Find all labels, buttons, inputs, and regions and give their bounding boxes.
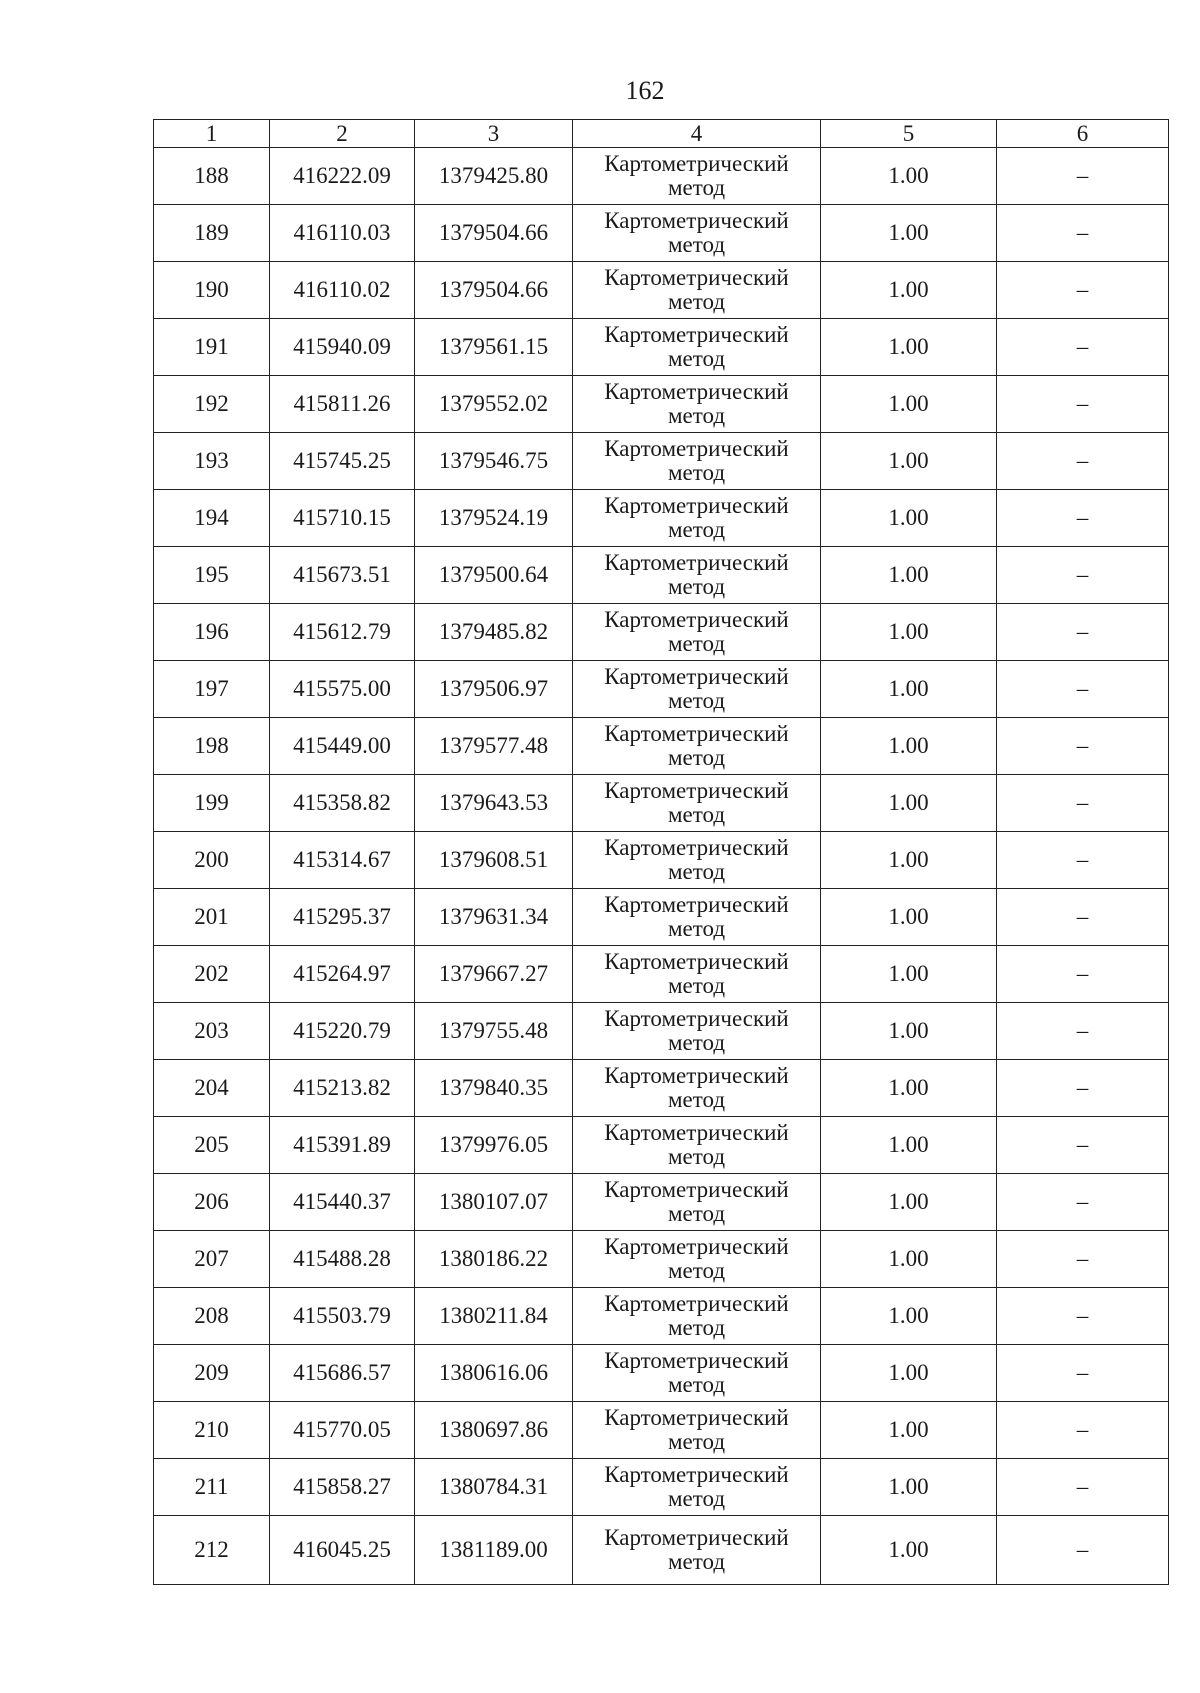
note-cell: – [997,1231,1169,1288]
x-coordinate-cell: 415440.37 [270,1174,415,1231]
point-number-cell: 190 [154,262,270,319]
y-coordinate-cell: 1379504.66 [415,262,573,319]
point-number-cell: 188 [154,148,270,205]
accuracy-cell: 1.00 [821,661,997,718]
table-row [154,946,1169,1003]
y-coordinate-cell: 1379506.97 [415,661,573,718]
note-cell: – [997,1402,1169,1459]
method-text-line-1: Картометрический [604,892,789,917]
method-cell [573,547,821,604]
point-number-cell: 197 [154,661,270,718]
table-row [154,376,1169,433]
method-cell [573,604,821,661]
accuracy-cell: 1.00 [821,262,997,319]
method-text-line-2: метод [667,1429,726,1454]
method-text-line-2: метод [667,403,726,428]
method-text-line-2: метод [667,289,726,314]
method-text-line-2: метод [667,1549,726,1574]
x-coordinate-cell: 415264.97 [270,946,415,1003]
table-row [154,1231,1169,1288]
point-number-cell: 210 [154,1402,270,1459]
point-number-cell: 191 [154,319,270,376]
accuracy-cell: 1.00 [821,604,997,661]
accuracy-cell: 1.00 [821,148,997,205]
note-cell: – [997,490,1169,547]
note-cell: – [997,1060,1169,1117]
point-number-cell: 192 [154,376,270,433]
x-coordinate-cell: 416110.03 [270,205,415,262]
method-cell [573,946,821,1003]
note-cell: – [997,547,1169,604]
accuracy-cell: 1.00 [821,1345,997,1402]
table-body [154,148,1169,1585]
method-text-line-1: Картометрический [604,493,789,518]
x-coordinate-cell: 415449.00 [270,718,415,775]
method-text-line-2: метод [667,745,726,770]
method-text-line-1: Картометрический [604,835,789,860]
note-cell: – [997,661,1169,718]
accuracy-cell: 1.00 [821,319,997,376]
table-row [154,1060,1169,1117]
method-cell [573,775,821,832]
method-text-line-1: Картометрический [604,1348,789,1373]
method-text-line-1: Картометрический [604,778,789,803]
header-col-1: 1 [154,120,270,148]
y-coordinate-cell: 1379577.48 [415,718,573,775]
x-coordinate-cell: 415745.25 [270,433,415,490]
method-text-line-1: Картометрический [604,1234,789,1259]
method-text-line-2: метод [667,175,726,200]
method-text-line-1: Картометрический [604,1525,789,1550]
y-coordinate-cell: 1379500.64 [415,547,573,604]
accuracy-cell: 1.00 [821,490,997,547]
accuracy-cell: 1.00 [821,1060,997,1117]
accuracy-cell: 1.00 [821,376,997,433]
note-cell: – [997,1288,1169,1345]
y-coordinate-cell: 1380211.84 [415,1288,573,1345]
table-row [154,832,1169,889]
point-number-cell: 196 [154,604,270,661]
x-coordinate-cell: 415612.79 [270,604,415,661]
method-text-line-2: метод [667,1201,726,1226]
table-row [154,661,1169,718]
x-coordinate-cell: 415858.27 [270,1459,415,1516]
accuracy-cell: 1.00 [821,946,997,1003]
method-text-line-1: Картометрический [604,949,789,974]
x-coordinate-cell: 415770.05 [270,1402,415,1459]
point-number-cell: 194 [154,490,270,547]
table-row [154,262,1169,319]
method-cell [573,205,821,262]
accuracy-cell: 1.00 [821,205,997,262]
method-cell [573,490,821,547]
method-text-line-2: метод [667,232,726,257]
method-text-line-1: Картометрический [604,550,789,575]
x-coordinate-cell: 415295.37 [270,889,415,946]
header-col-3: 3 [415,120,573,148]
method-text-line-1: Картометрический [604,322,789,347]
method-cell [573,1345,821,1402]
x-coordinate-cell: 415811.26 [270,376,415,433]
accuracy-cell: 1.00 [821,1117,997,1174]
point-number-cell: 198 [154,718,270,775]
y-coordinate-cell: 1379524.19 [415,490,573,547]
table-header [154,120,1169,148]
note-cell: – [997,148,1169,205]
note-cell: – [997,1516,1169,1585]
note-cell: – [997,775,1169,832]
method-cell [573,1288,821,1345]
accuracy-cell: 1.00 [821,1459,997,1516]
method-cell [573,1117,821,1174]
note-cell: – [997,205,1169,262]
header-col-4: 4 [573,120,821,148]
x-coordinate-cell: 416222.09 [270,148,415,205]
method-text-line-2: метод [667,859,726,884]
table-row [154,148,1169,205]
method-text-line-2: метод [667,1315,726,1340]
accuracy-cell: 1.00 [821,1402,997,1459]
method-text-line-1: Картометрический [604,1006,789,1031]
note-cell: – [997,1459,1169,1516]
y-coordinate-cell: 1379976.05 [415,1117,573,1174]
y-coordinate-cell: 1379561.15 [415,319,573,376]
method-text-line-1: Картометрический [604,1405,789,1430]
note-cell: – [997,1117,1169,1174]
y-coordinate-cell: 1380616.06 [415,1345,573,1402]
method-cell [573,661,821,718]
point-number-cell: 200 [154,832,270,889]
method-text-line-2: метод [667,688,726,713]
accuracy-cell: 1.00 [821,433,997,490]
method-cell [573,148,821,205]
method-text-line-1: Картометрический [604,1462,789,1487]
note-cell: – [997,604,1169,661]
table-row [154,319,1169,376]
note-cell: – [997,1345,1169,1402]
accuracy-cell: 1.00 [821,1231,997,1288]
method-cell [573,1231,821,1288]
method-text-line-2: метод [667,916,726,941]
method-text-line-2: метод [667,574,726,599]
note-cell: – [997,889,1169,946]
note-cell: – [997,718,1169,775]
y-coordinate-cell: 1379552.02 [415,376,573,433]
point-number-cell: 211 [154,1459,270,1516]
method-text-line-1: Картометрический [604,151,789,176]
method-text-line-1: Картометрический [604,379,789,404]
coordinates-table [153,119,1169,1585]
table-row [154,1117,1169,1174]
note-cell: – [997,376,1169,433]
method-text-line-1: Картометрический [604,436,789,461]
header-row [154,120,1169,148]
x-coordinate-cell: 415686.57 [270,1345,415,1402]
method-cell [573,433,821,490]
method-cell [573,262,821,319]
point-number-cell: 207 [154,1231,270,1288]
point-number-cell: 202 [154,946,270,1003]
y-coordinate-cell: 1381189.00 [415,1516,573,1585]
point-number-cell: 203 [154,1003,270,1060]
accuracy-cell: 1.00 [821,1174,997,1231]
method-text-line-2: метод [667,1030,726,1055]
note-cell: – [997,946,1169,1003]
method-text-line-2: метод [667,631,726,656]
x-coordinate-cell: 415391.89 [270,1117,415,1174]
point-number-cell: 193 [154,433,270,490]
method-text-line-2: метод [667,1087,726,1112]
y-coordinate-cell: 1379504.66 [415,205,573,262]
method-text-line-1: Картометрический [604,1120,789,1145]
note-cell: – [997,262,1169,319]
method-text-line-1: Картометрический [604,1291,789,1316]
table-row [154,1459,1169,1516]
point-number-cell: 189 [154,205,270,262]
method-cell [573,718,821,775]
note-cell: – [997,1174,1169,1231]
note-cell: – [997,832,1169,889]
x-coordinate-cell: 415358.82 [270,775,415,832]
table-row [154,1516,1169,1585]
x-coordinate-cell: 416110.02 [270,262,415,319]
method-text-line-1: Картометрический [604,1063,789,1088]
y-coordinate-cell: 1379840.35 [415,1060,573,1117]
x-coordinate-cell: 415488.28 [270,1231,415,1288]
x-coordinate-cell: 415940.09 [270,319,415,376]
accuracy-cell: 1.00 [821,775,997,832]
point-number-cell: 205 [154,1117,270,1174]
accuracy-cell: 1.00 [821,832,997,889]
accuracy-cell: 1.00 [821,889,997,946]
method-cell [573,1174,821,1231]
method-cell [573,1516,821,1585]
method-text-line-2: метод [667,1486,726,1511]
accuracy-cell: 1.00 [821,547,997,604]
page-number: 162 [625,76,665,105]
x-coordinate-cell: 415673.51 [270,547,415,604]
accuracy-cell: 1.00 [821,1288,997,1345]
method-text-line-2: метод [667,1372,726,1397]
y-coordinate-cell: 1379755.48 [415,1003,573,1060]
method-text-line-1: Картометрический [604,721,789,746]
table-row [154,775,1169,832]
point-number-cell: 212 [154,1516,270,1585]
method-text-line-2: метод [667,517,726,542]
method-cell [573,376,821,433]
method-text-line-2: метод [667,802,726,827]
x-coordinate-cell: 415575.00 [270,661,415,718]
method-text-line-2: метод [667,460,726,485]
accuracy-cell: 1.00 [821,718,997,775]
note-cell: – [997,319,1169,376]
method-text-line-2: метод [667,346,726,371]
y-coordinate-cell: 1379643.53 [415,775,573,832]
method-text-line-1: Картометрический [604,1177,789,1202]
table-row [154,490,1169,547]
method-text-line-2: метод [667,1144,726,1169]
method-text-line-1: Картометрический [604,208,789,233]
table-row [154,1003,1169,1060]
method-text-line-2: метод [667,1258,726,1283]
x-coordinate-cell: 416045.25 [270,1516,415,1585]
table-row [154,1345,1169,1402]
point-number-cell: 208 [154,1288,270,1345]
method-cell [573,319,821,376]
method-cell [573,889,821,946]
x-coordinate-cell: 415503.79 [270,1288,415,1345]
table-row [154,1402,1169,1459]
y-coordinate-cell: 1379546.75 [415,433,573,490]
x-coordinate-cell: 415710.15 [270,490,415,547]
point-number-cell: 204 [154,1060,270,1117]
table-row [154,889,1169,946]
x-coordinate-cell: 415220.79 [270,1003,415,1060]
x-coordinate-cell: 415213.82 [270,1060,415,1117]
method-text-line-1: Картометрический [604,664,789,689]
accuracy-cell: 1.00 [821,1003,997,1060]
y-coordinate-cell: 1379485.82 [415,604,573,661]
method-cell [573,1459,821,1516]
header-col-6: 6 [997,120,1169,148]
table-row [154,547,1169,604]
table-row [154,718,1169,775]
note-cell: – [997,1003,1169,1060]
method-cell [573,1003,821,1060]
y-coordinate-cell: 1379667.27 [415,946,573,1003]
y-coordinate-cell: 1380784.31 [415,1459,573,1516]
method-text-line-1: Картометрический [604,265,789,290]
table-row [154,1288,1169,1345]
point-number-cell: 206 [154,1174,270,1231]
method-text-line-2: метод [667,973,726,998]
table-row [154,433,1169,490]
table-row [154,1174,1169,1231]
point-number-cell: 195 [154,547,270,604]
y-coordinate-cell: 1379425.80 [415,148,573,205]
header-col-5: 5 [821,120,997,148]
y-coordinate-cell: 1380697.86 [415,1402,573,1459]
method-cell [573,1402,821,1459]
accuracy-cell: 1.00 [821,1516,997,1585]
table-row [154,205,1169,262]
x-coordinate-cell: 415314.67 [270,832,415,889]
y-coordinate-cell: 1380186.22 [415,1231,573,1288]
point-number-cell: 201 [154,889,270,946]
y-coordinate-cell: 1379631.34 [415,889,573,946]
method-cell [573,1060,821,1117]
y-coordinate-cell: 1379608.51 [415,832,573,889]
table-row [154,604,1169,661]
note-cell: – [997,433,1169,490]
header-col-2: 2 [270,120,415,148]
method-cell [573,832,821,889]
y-coordinate-cell: 1380107.07 [415,1174,573,1231]
method-text-line-1: Картометрический [604,607,789,632]
point-number-cell: 199 [154,775,270,832]
point-number-cell: 209 [154,1345,270,1402]
